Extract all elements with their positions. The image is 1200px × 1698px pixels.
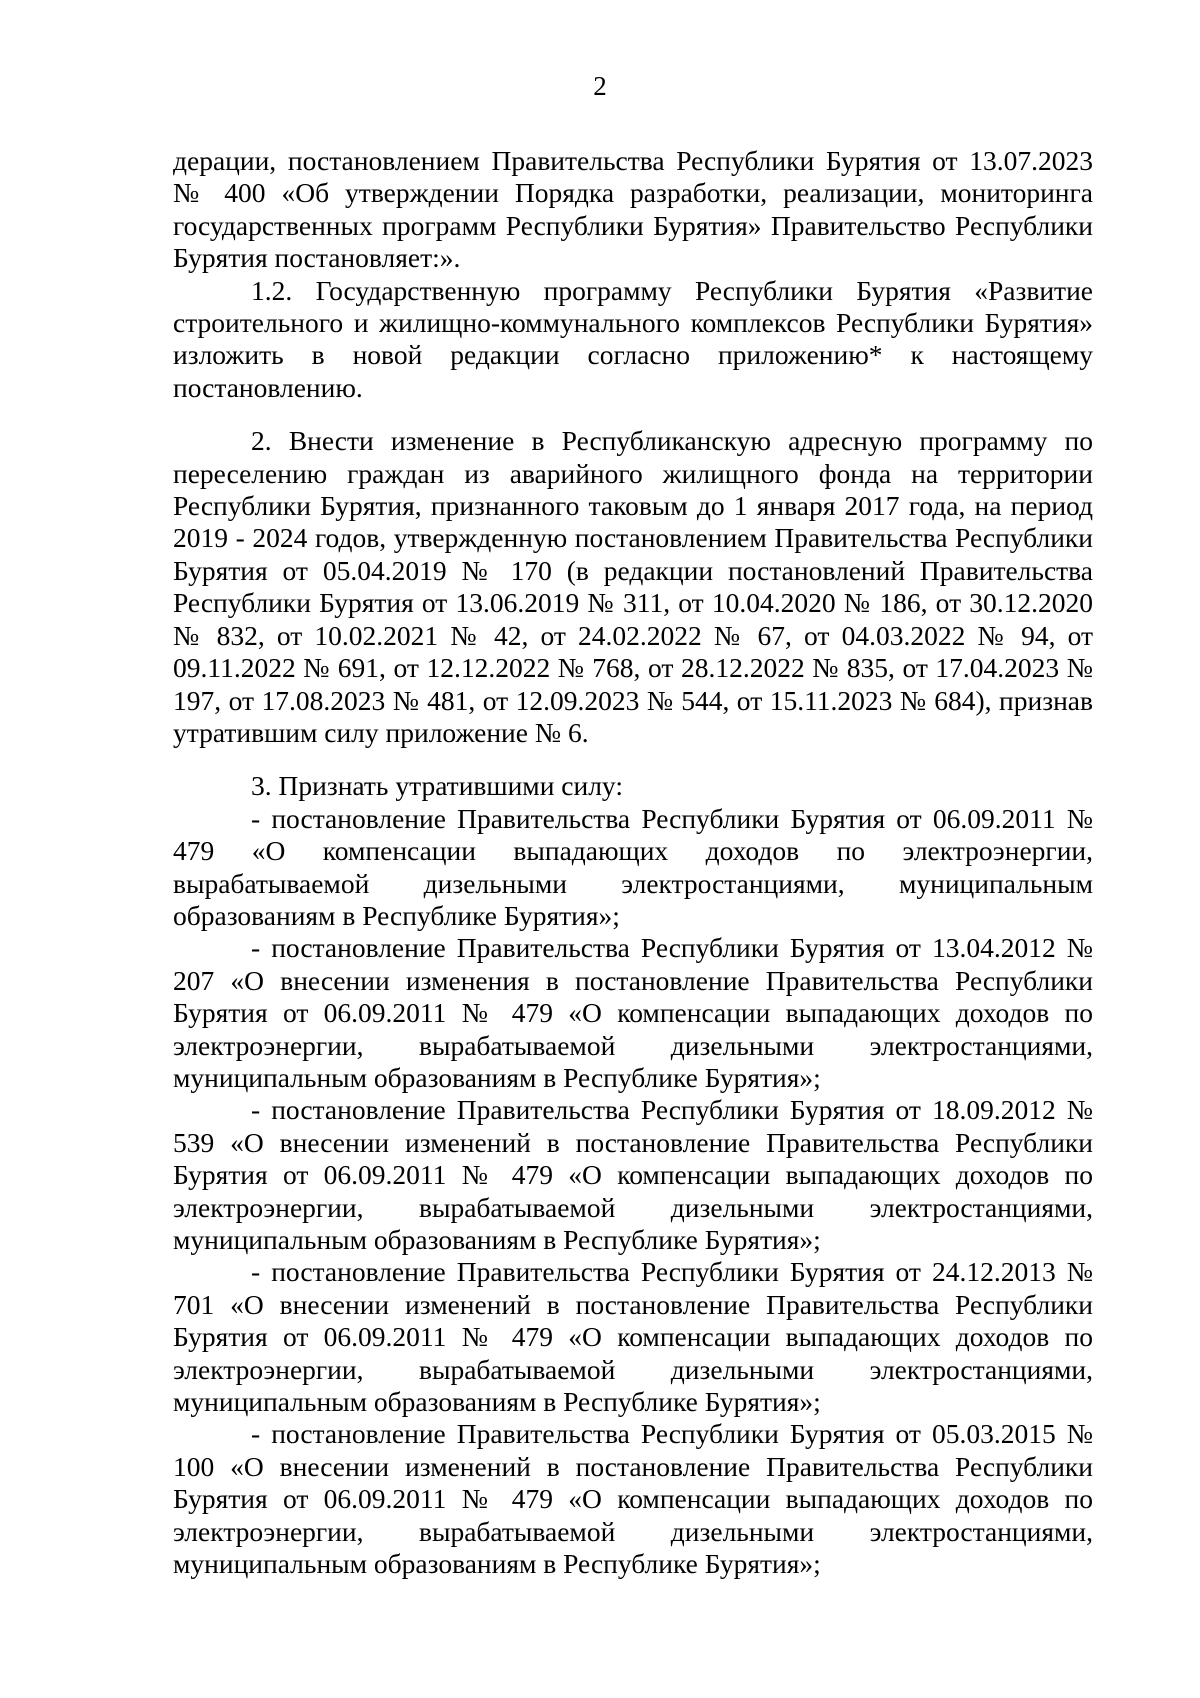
page-number: 2	[593, 71, 607, 101]
list-item: - постановление Правительства Республики Бурятия от 06.09.2011 № 479 «О компенсации выпадающих доходов по электроэнергии, вырабатываемой дизельными электростанциями, муниципальным образованиям в Республике Бурятия»;	[173, 802, 1093, 931]
paragraph-3: 3. Признать утратившими силу:	[251, 770, 623, 802]
paragraph-continuation: дерации, постановлением Правительства Республики Бурятия от 13.07.2023 № 400 «Об утверждении Порядка разработки, реализации, мониторинга государственных программ Республики Бурятия» Правительство Республики Бурятия постановляет:».	[173, 145, 1093, 274]
paragraph-2: 2. Внести изменение в Республиканскую адресную программу по переселению граждан из аварийного жилищного фонда на территории Республики Бурятия, признанного таковым до 1 января 2017 года, на период 2019 - 2024 годов, утвержденную постановлением Правительства Республики Бурятия от 05.04.2019 № 170 (в редакции постановлений Правительства Республики Бурятия от 13.06.2019 № 311, от 10.04.2020 № 186, от 30.12.2020 № 832, от 10.02.2021 № 42, от 24.02.2022 № 67, от 04.03.2022 № 94, от 09.11.2022 № 691, от 12.12.2022 № 768, от 28.12.2022 № 835, от 17.04.2023 № 197, от 17.08.2023 № 481, от 12.09.2023 № 544, от 15.11.2023 № 684), признав утратившим силу приложение № 6.	[173, 425, 1093, 748]
paragraph-1-2: 1.2. Государственную программу Республики Бурятия «Развитие строительного и жилищно-коммунального комплексов Республики Бурятия» изложить в новой редакции согласно приложению* к настоящему постановлению.	[173, 274, 1093, 403]
list-item: - постановление Правительства Республики Бурятия от 24.12.2013 № 701 «О внесении изменений в постановление Правительства Республики Бурятия от 06.09.2011 № 479 «О компенсации выпадающих доходов по электроэнергии, вырабатываемой дизельными электростанциями, муниципальным образованиям в Республике Бурятия»;	[173, 1256, 1093, 1418]
list-item: - постановление Правительства Республики Бурятия от 13.04.2012 № 207 «О внесении изменения в постановление Правительства Республики Бурятия от 06.09.2011 № 479 «О компенсации выпадающих доходов по электроэнергии, вырабатываемой дизельными электростанциями, муниципальным образованиям в Республике Бурятия»;	[173, 932, 1093, 1093]
list-item: - постановление Правительства Республики Бурятия от 05.03.2015 № 100 «О внесении изменений в постановление Правительства Республики Бурятия от 06.09.2011 № 479 «О компенсации выпадающих доходов по электроэнергии, вырабатываемой дизельными электростанциями, муниципальным образованиям в Республике Бурятия»;	[173, 1418, 1093, 1580]
list-item: - постановление Правительства Республики Бурятия от 18.09.2012 № 539 «О внесении изменений в постановление Правительства Республики Бурятия от 06.09.2011 № 479 «О компенсации выпадающих доходов по электроэнергии, вырабатываемой дизельными электростанциями, муниципальным образованиям в Республике Бурятия»;	[173, 1094, 1093, 1255]
document-body	[173, 145, 1093, 1580]
